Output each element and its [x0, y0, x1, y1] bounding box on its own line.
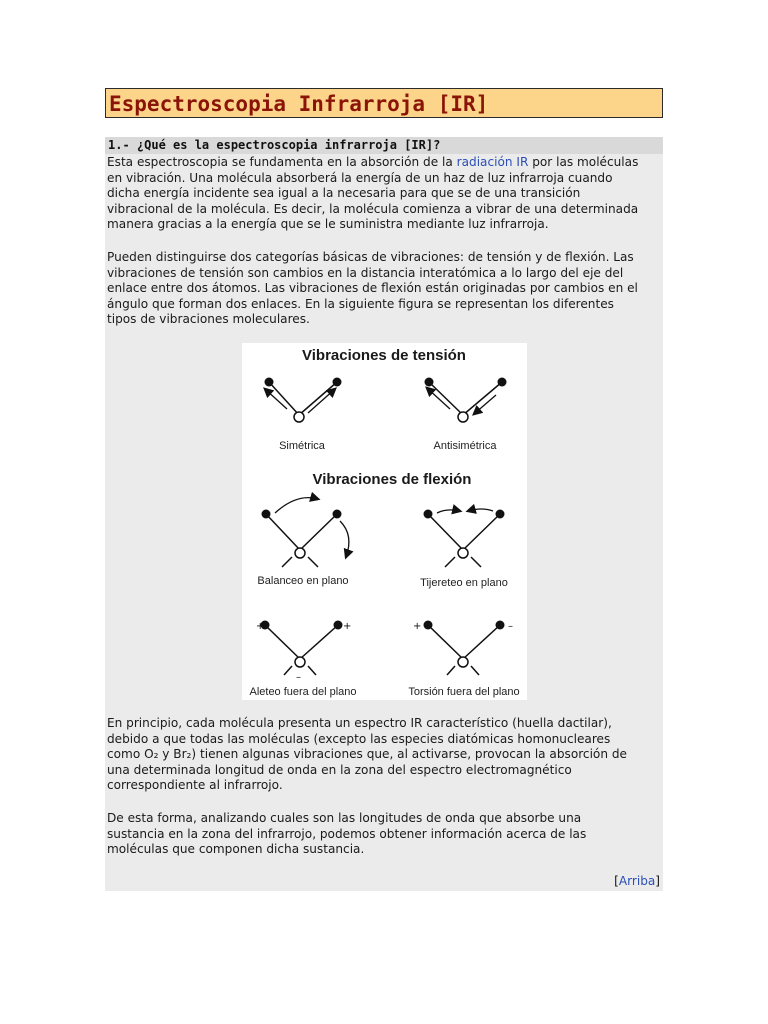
content-panel [105, 137, 663, 891]
page-title-box [105, 88, 663, 118]
wagging-diagram [261, 621, 343, 676]
paragraph-line: en vibración. Una molécula absorberá la energía de un haz de luz infrarroja cuando [107, 170, 613, 185]
paragraph-line: Pueden distinguirse dos categorías básicas de vibraciones: de tensión y de flexión. Las [107, 250, 634, 264]
bend-title: Vibraciones de flexión [312, 471, 472, 488]
paragraph-line: como O₂ y Br₂) tienen algunas vibraciones que, al activarse, provocan la absorción de [107, 747, 627, 762]
paragraph-line: debido a que todas las moléculas (excepto las especies diatómicas homonucleares [107, 731, 611, 746]
radiacion-ir-link[interactable]: radiación IR [456, 155, 529, 169]
paragraph-line: vibracional de la molécula. Es decir, la molécula comienza a vibrar de una determinada [107, 201, 639, 216]
paragraph-intro [107, 155, 663, 233]
stretch-title: Vibraciones de tensión [302, 347, 466, 364]
paragraph-fingerprint [107, 716, 663, 794]
twisting-label: Torsión fuera del plano [408, 686, 520, 698]
paragraph-line: moléculas que componen dicha sustancia. [107, 842, 365, 857]
symmetric-label: Simétrica [279, 440, 325, 452]
symmetric-stretch-diagram [265, 378, 342, 423]
rocking-label: Balanceo en plano [257, 575, 349, 587]
arriba-link[interactable]: Arriba [618, 874, 656, 888]
paragraph-line: dicha energía incidente sea igual a la necesaria para que se de una transición [107, 186, 581, 201]
paragraph-line: sustancia en la zona del infrarrojo, podemos obtener información acerca de las [107, 826, 587, 841]
wag-center-sign: – [296, 672, 301, 683]
twist-right-sign: – [508, 621, 513, 632]
wagging-label: Aleteo fuera del plano [249, 686, 357, 698]
vibrations-figure [242, 343, 527, 700]
paragraph-line: manera gracias a la energía que se le suministra mediante luz infrarroja. [107, 217, 549, 232]
section-heading: 1.- ¿Qué es la espectroscopia infrarroja [IR]? [105, 137, 663, 154]
paragraph-line: ángulo que forman dos enlaces. En la siguiente figura se representan los diferentes [107, 296, 614, 311]
rocking-diagram [262, 498, 349, 567]
paragraph-line: Esta espectroscopia se fundamenta en la absorción de la radiación IR por las moléculas [107, 155, 639, 169]
page-title: Espectroscopia Infrarroja [IR] [109, 92, 489, 116]
paragraph-categories [107, 250, 663, 328]
antisymmetric-label: Antisimétrica [433, 440, 497, 452]
paragraph-line: tipos de vibraciones moleculares. [107, 312, 310, 327]
antisymmetric-stretch-diagram [425, 378, 507, 423]
paragraph-line: correspondiente al infrarrojo. [107, 778, 283, 793]
paragraph-line: En principio, cada molécula presenta un espectro IR característico (huella dactilar), [107, 716, 612, 730]
paragraph-conclusion [107, 811, 663, 858]
paragraph-line: una determinada longitud de onda en la zona del espectro electromagnético [107, 762, 572, 777]
vibrations-diagram [242, 343, 527, 700]
twist-left-sign: + [413, 621, 422, 632]
wag-left-sign: + [256, 621, 265, 632]
paragraph-line: vibraciones de tensión son cambios en la distancia interatómica a lo largo del eje del [107, 265, 624, 280]
paragraph-line: enlace entre dos átomos. Las vibraciones de flexión están originadas por cambios en el [107, 281, 638, 296]
scissoring-label: Tijereteo en plano [420, 577, 508, 589]
scissoring-diagram [424, 509, 505, 567]
twisting-diagram [424, 621, 505, 676]
paragraph-line: De esta forma, analizando cuales son las longitudes de onda que absorbe una [107, 811, 582, 825]
back-to-top: [Arriba] [614, 874, 660, 888]
wag-right-sign: + [343, 621, 352, 632]
